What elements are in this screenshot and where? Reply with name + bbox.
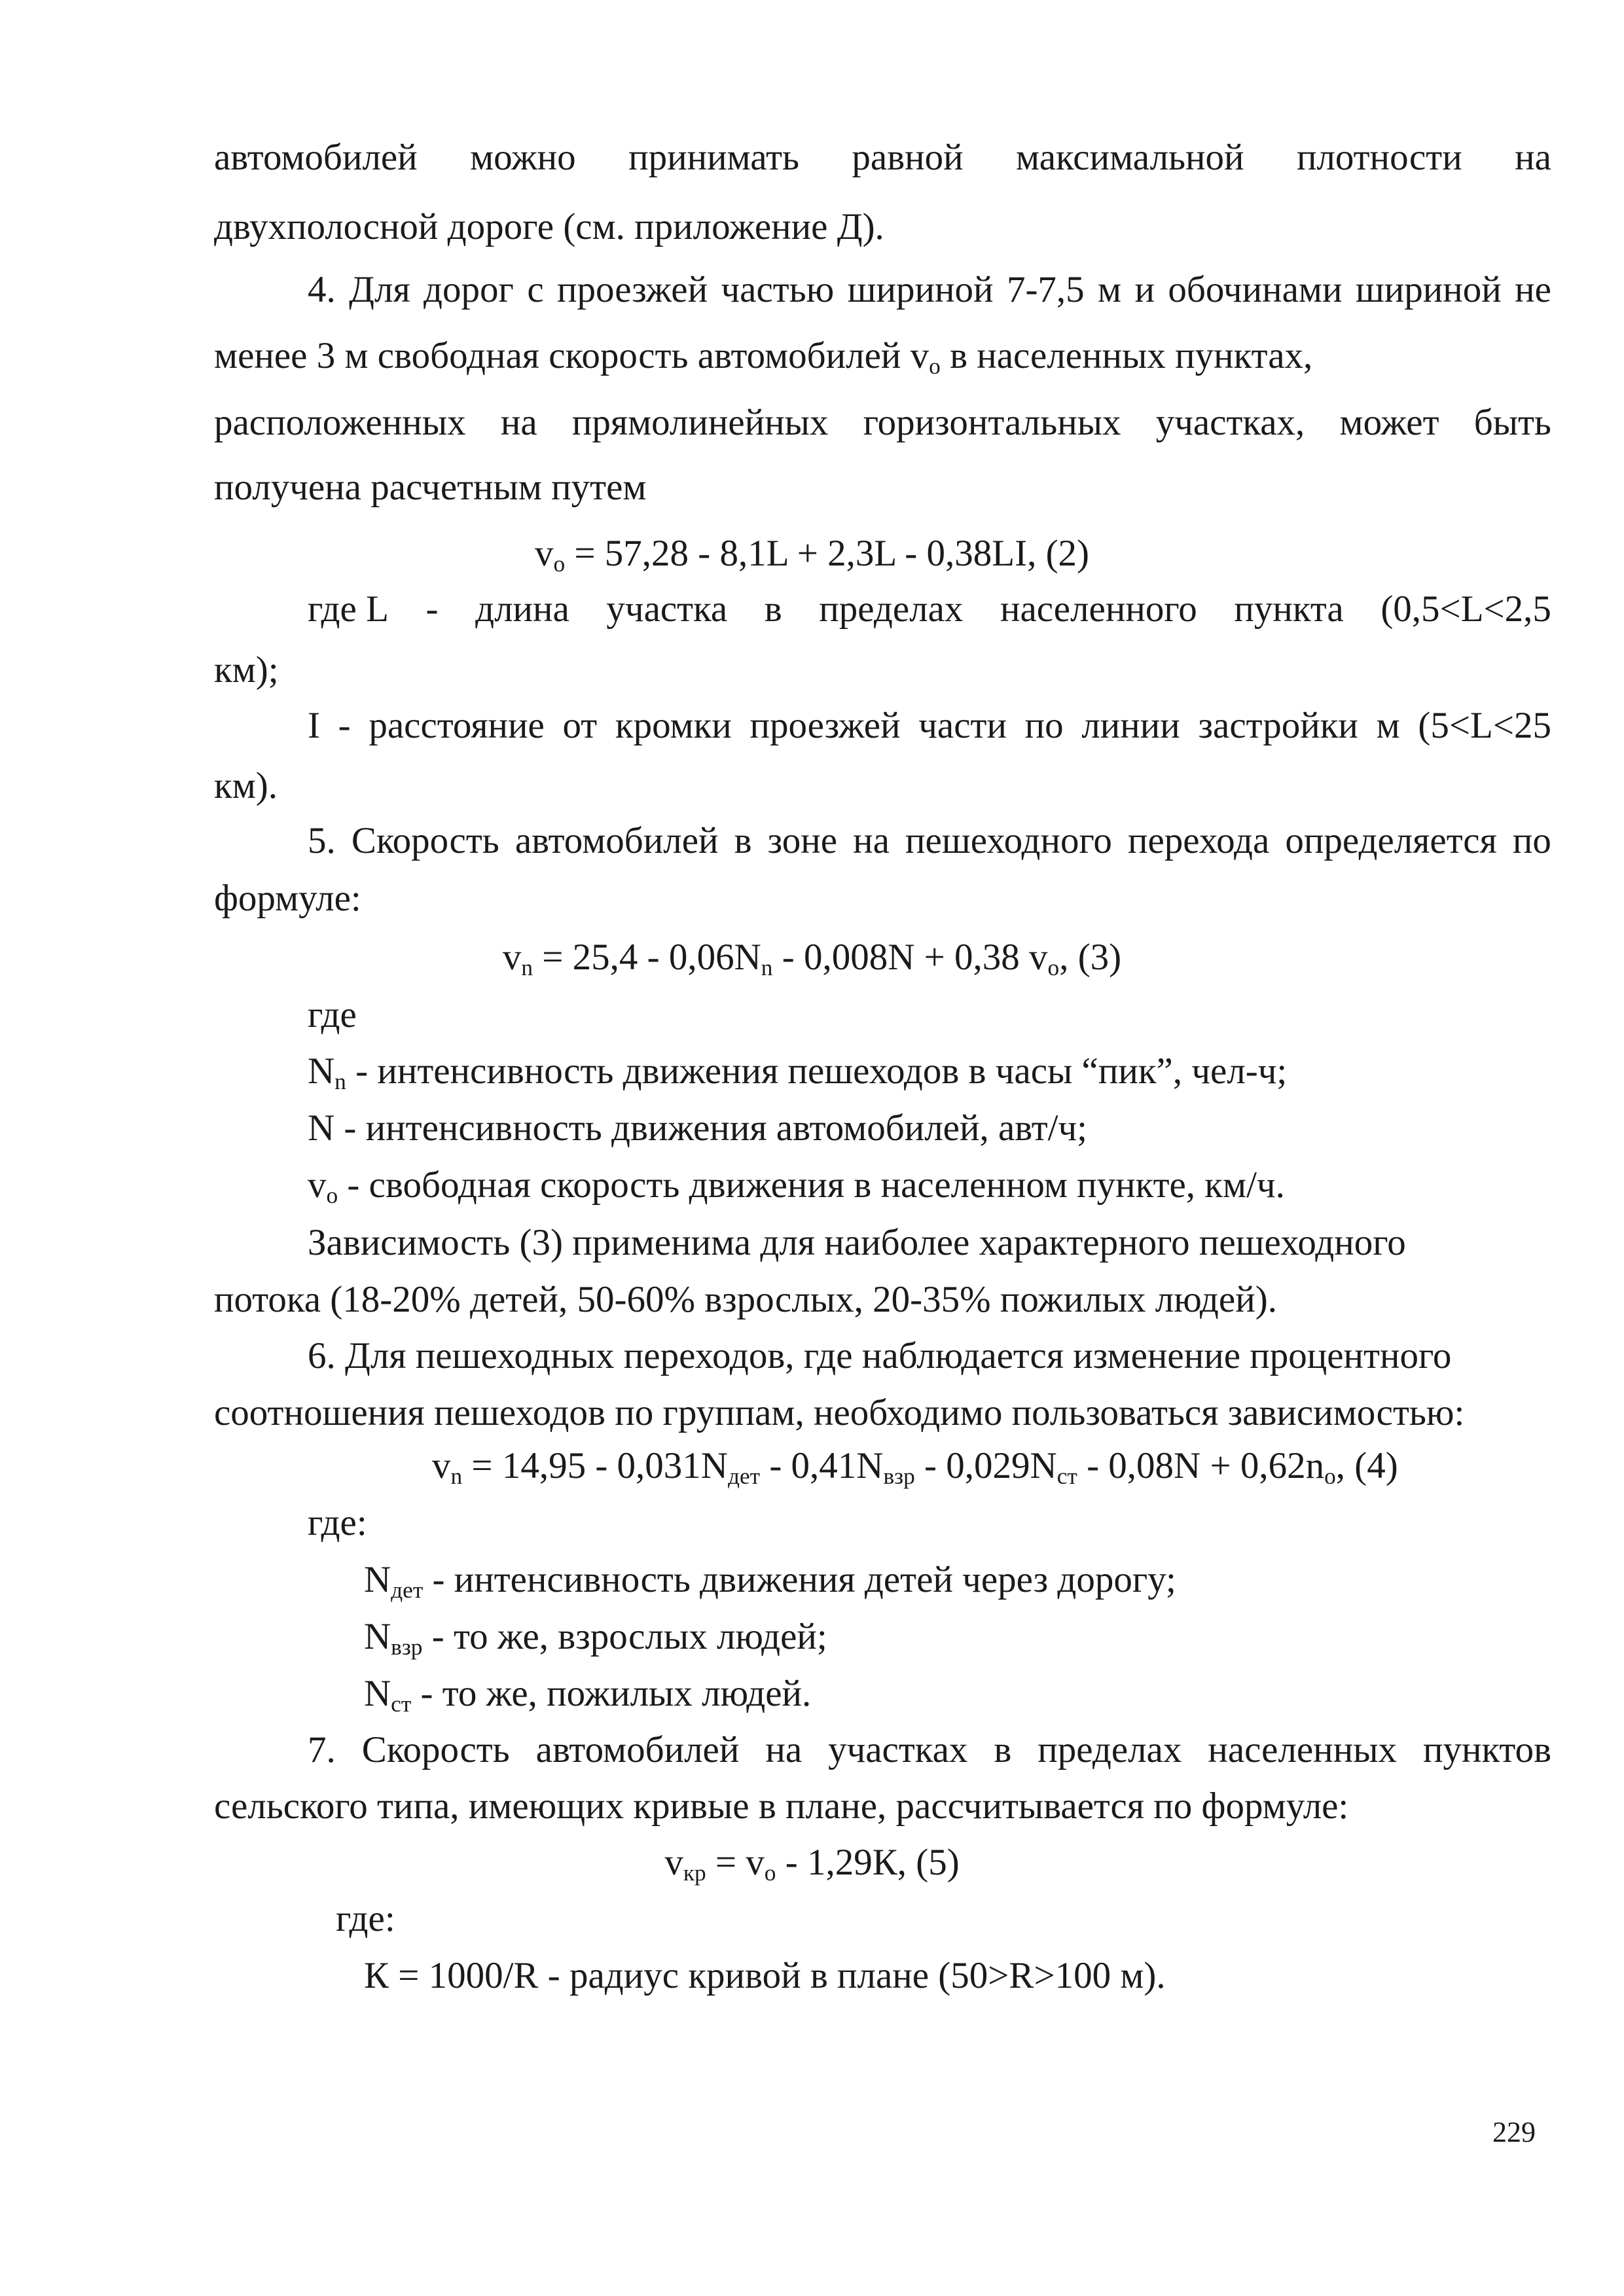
word: равной [852,137,964,178]
p7-line1 [308,1731,1551,1768]
nst-definition: $N_{ст}$ - то же, пожилых людей. [364,1673,812,1717]
word: м [1098,269,1122,310]
word: горизонтальных [863,402,1121,443]
word: I [308,705,320,746]
word: Скорость [351,820,499,861]
word: расстояние [369,705,545,746]
nvzr-definition: $N_{взр}$ - то же, взрослых людей; [364,1616,827,1660]
word: расположенных [214,402,466,443]
word: от [562,705,598,746]
word: Для [349,269,410,310]
where-5: где: [336,1898,395,1939]
page-number: 229 [1492,2116,1536,2148]
word: перехода [1127,820,1270,861]
word: (0,5<L<2,5 [1380,588,1551,630]
word: проезжей [557,269,708,310]
word: (5<L<25 [1418,705,1551,746]
word: в [764,588,782,630]
word: 4. [308,269,336,310]
vo-definition: $v_o$ - свободная скорость движения в населенном пункте, км/ч. [308,1164,1285,1208]
p6-line1: 6. Для пешеходных переходов, где наблюдается изменение процентного [308,1335,1452,1376]
word: 7. [308,1729,336,1770]
n-definition: N - интенсивность движения автомобилей, авт/ч; [308,1107,1088,1149]
word: пунктов [1422,1729,1551,1770]
word: пределах [1038,1729,1182,1770]
word: в [734,820,752,861]
word: автомобилей [214,137,418,178]
word: - [425,588,439,630]
where-i-line2: км). [214,765,278,806]
word: участках, [1155,402,1305,443]
word: быть [1473,402,1551,443]
p6-line2: соотношения пешеходов по группам, необходимо пользоваться зависимостью: [214,1392,1465,1433]
p2-line2: менее 3 м свободная скорость автомобилей $v_o$ в населенных пунктах, [214,335,1313,379]
word: - [338,705,351,746]
word: принимать [628,137,799,178]
where-3: где [308,994,357,1035]
word: на [500,402,537,443]
word: прямолинейных [571,402,829,443]
word: не [1515,269,1551,310]
formula-4: $v_n = 14,95 - 0,031N_{дет} - 0,41N_{взр} - 0,029N_{ст} - 0,08N + 0,62n_o$, (4) [432,1445,1398,1489]
p5-line1 [308,822,1551,859]
dependency-line1: Зависимость (3) применима для наиболее характерного пешеходного [308,1222,1406,1263]
word: автомобилей [535,1729,740,1770]
k-definition: К = 1000/R - радиус кривой в плане (50>R>100 м). [364,1955,1166,1996]
where-i-line1 [308,707,1551,744]
word: максимальной [1016,137,1244,178]
word: пешеходного [905,820,1112,861]
p1-line2: двухполосной дороге (см. приложение Д). [214,206,884,247]
word: пределах [819,588,964,630]
word: участках [828,1729,968,1770]
word: на [853,820,890,861]
word: части [918,705,1007,746]
word: зоне [767,820,838,861]
word: плотности [1296,137,1462,178]
p7-line2: сельского типа, имеющих кривые в плане, рассчитывается по формуле: [214,1785,1349,1827]
word: на [1515,137,1551,178]
dependency-line2: потока (18-20% детей, 50-60% взрослых, 20-35% пожилых людей). [214,1279,1277,1320]
p5-line2: формуле: [214,878,361,919]
where-l-line2: км); [214,649,279,691]
word: населенных [1208,1729,1397,1770]
p2-line4: получена расчетным путем [214,467,647,508]
word: обочинами [1168,269,1343,310]
word: можно [470,137,576,178]
where-l-line1 [308,590,1551,628]
p2-line3 [214,404,1551,441]
formula-3: $v_n = 25,4 - 0,06N_n - 0,008N + 0,38$ $v_o$, (3) [502,937,1122,980]
word: населенного [1000,588,1197,630]
word: застройки [1198,705,1358,746]
word: м [1376,705,1400,746]
where-4: где: [308,1502,367,1543]
p1-line1 [214,139,1551,176]
word: участка [606,588,728,630]
word: частью [721,269,835,310]
word: по [1024,705,1064,746]
ndet-definition: $N_{дет}$ - интенсивность движения детей через дорогу; [364,1559,1176,1603]
word: автомобилей [514,820,719,861]
word: определяется [1285,820,1497,861]
word: может [1339,402,1439,443]
word: линии [1081,705,1180,746]
word: в [994,1729,1012,1770]
word: Скорость [361,1729,510,1770]
word: 5. [308,820,336,861]
word: на [765,1729,803,1770]
p2-line1 [308,271,1551,308]
word: с [527,269,544,310]
word: шириной [1355,269,1502,310]
word: пункта [1234,588,1344,630]
formula-2: $v_o = 57,28 - 8,1L + 2,3L - 0,38LI$, (2) [534,533,1090,577]
word: 7-7,5 [1006,269,1085,310]
word: дорог [424,269,514,310]
word: кромки [615,705,732,746]
word: длина [475,588,569,630]
word: по [1512,820,1551,861]
word: проезжей [749,705,901,746]
word: и [1134,269,1155,310]
word: где L [308,588,389,630]
word: шириной [847,269,994,310]
formula-5: $v_{кр} = v_o - 1,29К$, (5) [664,1842,960,1886]
nn-definition: $N_n$ - интенсивность движения пешеходов в часы “пик”, чел-ч; [308,1050,1288,1094]
